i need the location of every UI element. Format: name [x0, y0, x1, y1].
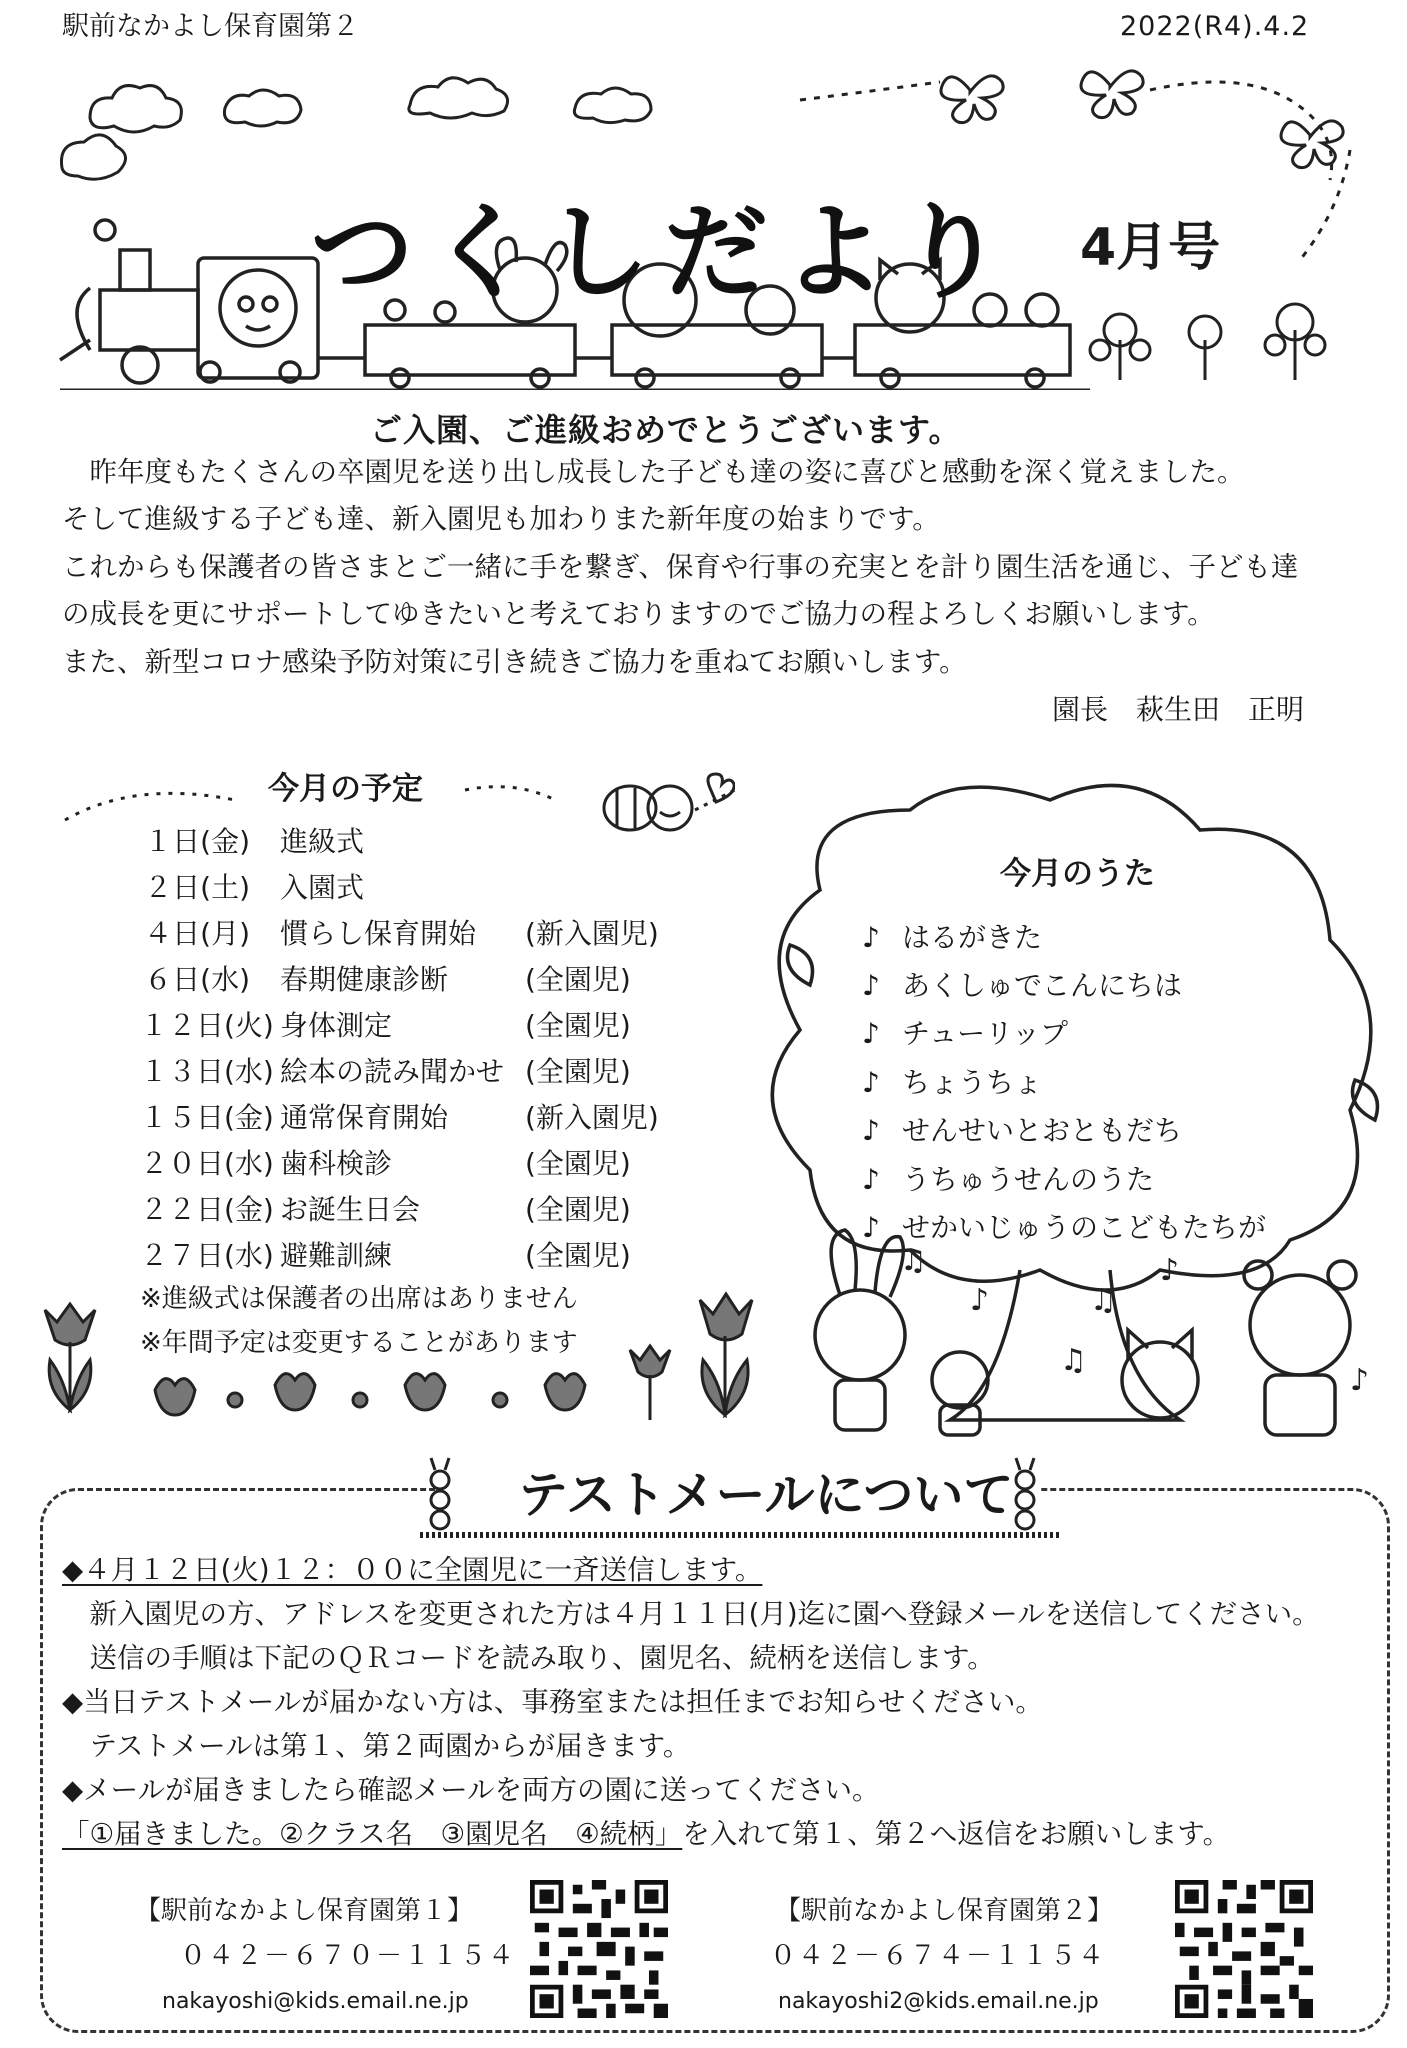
mail-line [62, 1817, 1230, 1851]
music-note-icon: ♪ [862, 921, 880, 954]
cloud-icon [574, 88, 651, 123]
reply-format: 「①届きました。②クラス名 ③園児名 ④続柄」 [62, 1818, 683, 1850]
greeting-line: 昨年度もたくさんの卒園児を送り出し成長した子ども達の姿に喜びと感動を深く覚えました。 [62, 456, 1245, 488]
song-item [862, 920, 1042, 955]
cloud-icon [90, 86, 181, 132]
mail-line: テストメールは第１、第２両園からが届きます。 [62, 1730, 691, 1762]
caterpillar-icon [431, 1458, 449, 1529]
tulip-decoration [35, 1280, 825, 1440]
test-mail-title: テストメールについて [518, 1466, 1014, 1524]
music-note-icon: ♪ [862, 1066, 880, 1099]
tulip-icon [45, 1304, 95, 1412]
schedule-event: 絵本の読み聞かせ [280, 1055, 505, 1088]
issue-date: 2022(R4).4.2 [1120, 11, 1310, 42]
song-item [862, 968, 1182, 1003]
song-title: チューリップ [902, 1017, 1069, 1050]
schedule-date: ６日(水) [144, 963, 250, 996]
mail-line: ◆当日テストメールが届かない方は、事務室または担任までお知らせください。 [62, 1686, 1043, 1718]
butterfly-icon [1081, 71, 1143, 118]
schedule-title: 今月の予定 [268, 771, 423, 807]
song-title: うちゅうせんのうた [902, 1163, 1155, 1196]
leaf-icon [788, 945, 813, 985]
schedule-event: 身体測定 [280, 1009, 393, 1042]
contact-phone: ０４２－６７０－１１５４ [180, 1941, 517, 1971]
schedule-event: 歯科検診 [280, 1147, 393, 1180]
schedule-note: ※年間予定は変更することがあります [140, 1328, 578, 1358]
schedule-target: (全園児) [525, 963, 631, 996]
greeting-line: の成長を更にサポートしてゆきたいと考えておりますのでご協力の程よろしくお願いします。 [62, 598, 1215, 630]
music-note-icon: ♪ [1160, 1253, 1180, 1288]
music-note-icon: ♫ [1090, 1283, 1117, 1318]
chick-icon [1026, 294, 1058, 326]
schedule-event: 入園式 [280, 871, 365, 904]
butterfly-icon [941, 76, 1003, 123]
caterpillar-icon [1016, 1458, 1034, 1529]
music-note-icon: ♫ [1060, 1343, 1087, 1378]
tulip-icon [155, 1379, 195, 1415]
music-note-icon: ♪ [862, 1211, 880, 1244]
cloud-icon [61, 135, 125, 179]
song-item [862, 1210, 1266, 1245]
schedule-date: ４日(月) [144, 917, 250, 950]
music-note-icon: ♪ [1350, 1363, 1370, 1398]
greeting-line: そして進級する子ども達、新入園児も加わりまた新年度の始まりです。 [62, 503, 940, 535]
principal-signature: 園長 萩生田 正明 [1052, 693, 1305, 726]
music-note-icon: ♪ [970, 1283, 990, 1318]
song-item [862, 1065, 1042, 1100]
schedule-date: １日(金) [144, 825, 250, 858]
greeting-line: また、新型コロナ感染予防対策に引き続きご協力を重ねてお願いします。 [62, 646, 967, 678]
greeting-title: ご入園、ご進級おめでとうございます。 [370, 411, 962, 449]
mail-line: ◆メールが届きましたら確認メールを両方の園に送ってください。 [62, 1774, 880, 1806]
bunny-icon [815, 1230, 905, 1430]
reply-instruction: を入れて第１、第２へ返信をお願いします。 [682, 1818, 1231, 1850]
schedule-event: 春期健康診断 [280, 963, 449, 996]
schedule-date: ２日(土) [144, 871, 250, 904]
cloud-icon [224, 90, 301, 126]
music-note-icon: ♪ [862, 969, 880, 1002]
song-item [862, 1162, 1154, 1197]
tulip-icon [275, 1374, 315, 1410]
qr-code-icon[interactable] [530, 1880, 668, 2018]
butterfly-icon [1281, 121, 1343, 168]
organization-name: 駅前なかよし保育園第２ [62, 11, 359, 42]
contact-name: 【駅前なかよし保育園第１】 [135, 1896, 474, 1926]
qr-code-icon[interactable] [1175, 1880, 1313, 2018]
music-note-icon: ♪ [862, 1017, 880, 1050]
music-note-icon: ♪ [862, 1163, 880, 1196]
flower-icon [1090, 304, 1325, 380]
schedule-target: (新入園児) [525, 1101, 659, 1134]
mail-line: ◆４月１２日(火)１２：００に全園児に一斉送信します。 [62, 1554, 763, 1586]
tulip-icon [405, 1374, 445, 1410]
contact-email: nakayoshi2@kids.email.ne.jp [778, 1989, 1099, 2014]
music-note-icon: ♫ [900, 1243, 927, 1278]
greeting-line: これからも保護者の皆さまとご一緒に手を繋ぎ、保育や行事の充実とを計り園生活を通じ、子ども達 [62, 551, 1299, 583]
schedule-date: １５日(金) [140, 1101, 274, 1134]
music-note-icon: ♪ [862, 1114, 880, 1147]
heart-icon [708, 774, 734, 802]
schedule-event: 慣らし保育開始 [280, 917, 477, 950]
issue-label: 4月号 [1080, 218, 1221, 278]
schedule-target: (新入園児) [525, 917, 659, 950]
song-item [862, 1113, 1182, 1148]
song-title: ちょうちょ [902, 1066, 1043, 1099]
schedule-date: ２０日(水) [140, 1147, 274, 1180]
schedule-date: １３日(水) [140, 1055, 274, 1088]
bee-icon [604, 786, 692, 830]
contact-name: 【駅前なかよし保育園第２】 [775, 1896, 1114, 1926]
schedule-target: (全園児) [525, 1147, 631, 1180]
song-title: せんせいとおともだち [902, 1114, 1183, 1147]
contact-phone: ０４２－６７４－１１５４ [770, 1941, 1107, 1971]
tulip-icon [630, 1346, 670, 1420]
cloud-icon [409, 78, 508, 118]
schedule-event: 進級式 [280, 825, 365, 858]
song-item [862, 1016, 1068, 1051]
song-title: はるがきた [902, 921, 1043, 954]
schedule-target: (全園児) [525, 1055, 631, 1088]
schedule-date: ２７日(水) [140, 1239, 274, 1272]
schedule-note: ※進級式は保護者の出席はありません [140, 1284, 578, 1314]
schedule-event: 避難訓練 [280, 1239, 393, 1272]
schedule-target: (全園児) [525, 1009, 631, 1042]
song-title: せかいじゅうのこどもたちが [902, 1211, 1267, 1244]
mail-line: 送信の手順は下記のＱＲコードを読み取り、園児名、続柄を送信します。 [62, 1642, 995, 1674]
song-title: あくしゅでこんにちは [902, 969, 1183, 1002]
schedule-event: お誕生日会 [280, 1193, 421, 1226]
schedule-date: １２日(火) [140, 1009, 274, 1042]
schedule-date: ２２日(金) [140, 1193, 274, 1226]
schedule-target: (全園児) [525, 1193, 631, 1226]
schedule-event: 通常保育開始 [280, 1101, 449, 1134]
bear-icon [1244, 1261, 1356, 1435]
schedule-target: (全園児) [525, 1239, 631, 1272]
songs-title: 今月のうた [1000, 856, 1155, 892]
contact-email: nakayoshi@kids.email.ne.jp [162, 1989, 469, 2014]
tulip-icon [545, 1374, 585, 1410]
tulip-icon [700, 1294, 752, 1416]
mail-line: 新入園児の方、アドレスを変更された方は４月１１日(月)迄に園へ登録メールを送信してください。 [62, 1598, 1320, 1630]
newsletter-title: つくしだより [310, 191, 1019, 313]
